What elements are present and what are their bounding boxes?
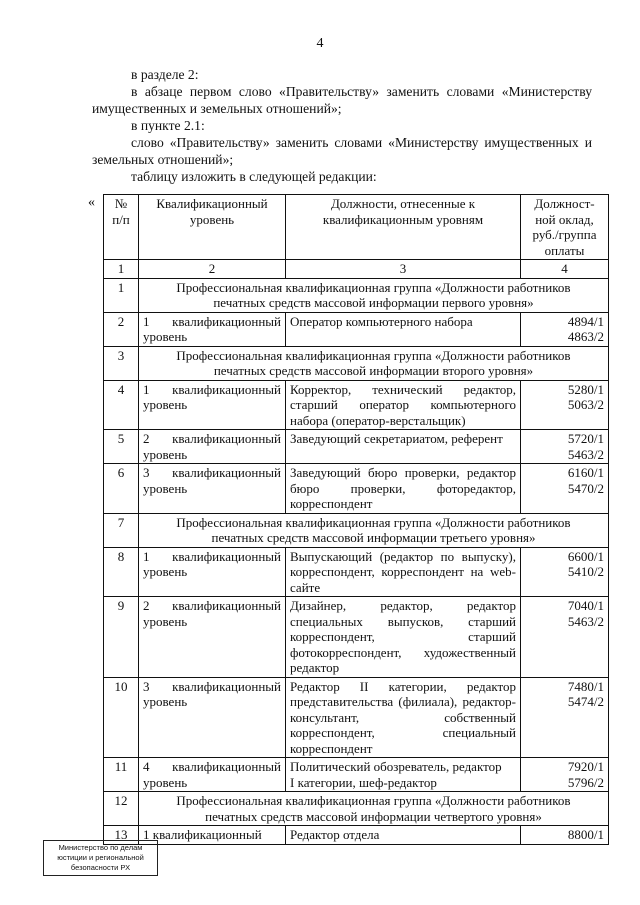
row-number-cell: 5 xyxy=(104,430,139,464)
positions-cell: Оператор компьютерного набора xyxy=(286,312,521,346)
column-number-cell: 3 xyxy=(286,260,521,279)
positions-cell: Политический обозреватель, редактор I категории, шеф-редактор xyxy=(286,758,521,792)
intro-line: таблицу изложить в следующей редакции: xyxy=(131,169,377,184)
row-number-cell: 1 xyxy=(104,278,139,312)
salary-cell: 5280/1 5063/2 xyxy=(521,380,609,430)
row-number-cell: 3 xyxy=(104,346,139,380)
table-body xyxy=(104,195,609,845)
header-cell: Должност-ной оклад, руб./группа оплаты xyxy=(521,195,609,260)
column-number-row xyxy=(104,260,609,279)
table-row xyxy=(104,464,609,514)
header-cell: Квалификационный уровень xyxy=(139,195,286,260)
positions-cell: Заведующий бюро проверки, редактор бюро проверки, фоторедактор, корреспондент xyxy=(286,464,521,514)
column-number-cell: 4 xyxy=(521,260,609,279)
ministry-stamp xyxy=(43,840,158,876)
group-row xyxy=(104,513,609,547)
row-number-cell: 7 xyxy=(104,513,139,547)
level-cell: 1 квалификационный уровень xyxy=(139,547,286,597)
qualification-table xyxy=(103,194,609,845)
page-number: 4 xyxy=(316,36,324,51)
group-row xyxy=(104,346,609,380)
table-row xyxy=(104,597,609,678)
row-number-cell: 13 xyxy=(104,826,139,845)
intro-line: в разделе 2: xyxy=(131,67,199,82)
row-number-cell: 6 xyxy=(104,464,139,514)
table-row xyxy=(104,430,609,464)
level-cell: 3 квалификационный уровень xyxy=(139,464,286,514)
level-cell: 1 квалификационный уровень xyxy=(139,312,286,346)
table-row xyxy=(104,826,609,845)
header-cell: Должности, отнесенные к квалификационным уровням xyxy=(286,195,521,260)
group-row xyxy=(104,792,609,826)
intro-line: земельных отношений»; xyxy=(92,152,234,167)
row-number-cell: 11 xyxy=(104,758,139,792)
row-number-cell: 9 xyxy=(104,597,139,678)
table-row xyxy=(104,380,609,430)
stamp-line: юстиции и региональной xyxy=(57,853,144,862)
level-cell: 1 квалификационный уровень xyxy=(139,380,286,430)
table-row xyxy=(104,547,609,597)
salary-cell: 8800/1 xyxy=(521,826,609,845)
intro-line: в абзаце первом слово «Правительству» заменить словами «Министерству xyxy=(131,84,592,99)
salary-cell: 4894/1 4863/2 xyxy=(521,312,609,346)
salary-cell: 7920/1 5796/2 xyxy=(521,758,609,792)
group-title-cell: Профессиональная квалификационная группа «Должности работников печатных средств массовой информации четвертого уровня» xyxy=(139,792,609,826)
column-number-cell: 2 xyxy=(139,260,286,279)
group-title-cell: Профессиональная квалификационная группа «Должности работников печатных средств массовой информации второго уровня» xyxy=(139,346,609,380)
salary-cell: 5720/1 5463/2 xyxy=(521,430,609,464)
group-title-cell: Профессиональная квалификационная группа «Должности работников печатных средств массовой информации первого уровня» xyxy=(139,278,609,312)
salary-cell: 6160/1 5470/2 xyxy=(521,464,609,514)
stamp-line: безопасности РХ xyxy=(70,863,131,872)
table-header-row xyxy=(104,195,609,260)
table-row xyxy=(104,758,609,792)
column-number-cell: 1 xyxy=(104,260,139,279)
table-row xyxy=(104,312,609,346)
group-title-cell: Профессиональная квалификационная группа «Должности работников печатных средств массовой информации третьего уровня» xyxy=(139,513,609,547)
intro-text xyxy=(92,66,592,185)
intro-line: в пункте 2.1: xyxy=(131,118,205,133)
intro-line: имущественных и земельных отношений»; xyxy=(92,101,342,116)
level-cell: 2 квалификационный уровень xyxy=(139,597,286,678)
row-number-cell: 4 xyxy=(104,380,139,430)
level-cell: 1 квалификационный xyxy=(139,826,286,845)
positions-cell: Выпускающий (редактор по выпуску), корреспондент, корреспондент на web-сайте xyxy=(286,547,521,597)
positions-cell: Корректор, технический редактор, старший оператор компьютерного набора (оператор-верстальщик) xyxy=(286,380,521,430)
positions-cell: Редактор II категории, редактор представительства (филиала), редактор-консультант, собственный корреспондент, специальный корреспондент xyxy=(286,677,521,758)
stamp-line: Министерство по делам xyxy=(58,843,143,852)
positions-cell: Дизайнер, редактор, редактор специальных выпусков, старший корреспондент, старший фотокорреспондент, художественный редактор xyxy=(286,597,521,678)
salary-cell: 7480/1 5474/2 xyxy=(521,677,609,758)
level-cell: 2 квалификационный уровень xyxy=(139,430,286,464)
salary-cell: 6600/1 5410/2 xyxy=(521,547,609,597)
opening-quote: « xyxy=(88,195,95,210)
table-row xyxy=(104,677,609,758)
positions-cell: Заведующий секретариатом, референт xyxy=(286,430,521,464)
row-number-cell: 10 xyxy=(104,677,139,758)
salary-cell: 7040/1 5463/2 xyxy=(521,597,609,678)
row-number-cell: 2 xyxy=(104,312,139,346)
level-cell: 3 квалификационный уровень xyxy=(139,677,286,758)
positions-cell: Редактор отдела xyxy=(286,826,521,845)
row-number-cell: 8 xyxy=(104,547,139,597)
group-row xyxy=(104,278,609,312)
level-cell: 4 квалификационный уровень xyxy=(139,758,286,792)
row-number-cell: 12 xyxy=(104,792,139,826)
intro-line: слово «Правительству» заменить словами «Министерству имущественных и xyxy=(131,135,592,150)
header-cell: № п/п xyxy=(104,195,139,260)
